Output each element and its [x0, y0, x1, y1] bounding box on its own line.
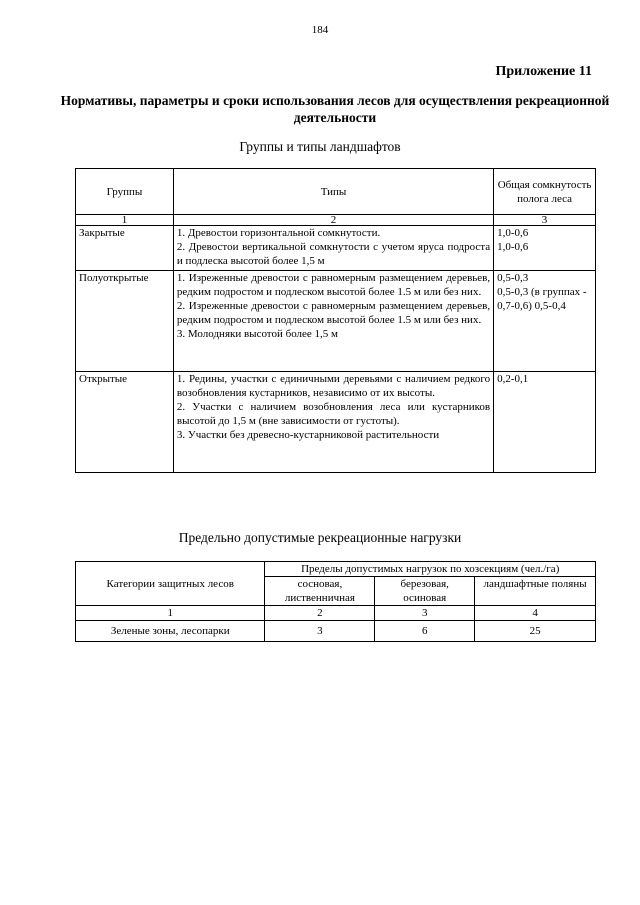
- types-cell: [173, 271, 493, 372]
- subheader-birch: березовая, осиновая: [375, 577, 475, 606]
- recreational-loads-table: [75, 561, 596, 642]
- landscape-types-table: [75, 168, 596, 473]
- document-title: Нормативы, параметры и сроки использования лесов для осуществления рекреационной деятельности: [60, 93, 610, 125]
- type-item: 1. Изреженные древостои с равномерным размещением деревьев, редким подростом и подлеском высотой более 1.5 м или без них.: [176, 272, 491, 298]
- density-cell: [494, 372, 596, 473]
- table-row: [76, 226, 596, 271]
- index-cell: 3: [375, 606, 475, 621]
- subheader-glades: ландшафтные поляны: [475, 577, 596, 606]
- header-groups: Группы: [76, 169, 174, 215]
- table1-caption: Группы и типы ландшафтов: [239, 139, 401, 154]
- table-row: [76, 372, 596, 473]
- index-cell: 1: [76, 215, 174, 226]
- header-limits: Пределы допустимых нагрузок по хозсекциям (чел./га): [265, 562, 596, 577]
- table-index-row: [76, 215, 596, 226]
- table-header-row: [76, 562, 596, 577]
- group-cell: Закрытые: [76, 226, 174, 271]
- group-cell: Открытые: [76, 372, 174, 473]
- value-cell: 3: [265, 621, 375, 642]
- density-value: 1,0-0,6: [497, 227, 529, 239]
- header-density: Общая сомкнутость полога леса: [494, 169, 596, 215]
- type-item: 2. Изреженные древостои с равномерным размещением деревьев, редким подростом и подлеском высотой более 1.5 м или без них.: [176, 300, 491, 326]
- index-cell: 3: [494, 215, 596, 226]
- types-cell: [173, 226, 493, 271]
- table-row: [76, 271, 596, 372]
- table-header-row: [76, 169, 596, 215]
- value-cell: 6: [375, 621, 475, 642]
- header-category: Категории защитных лесов: [76, 562, 265, 606]
- type-item: 2. Древостои вертикальной сомкнутости с учетом яруса подроста и подлеска высотой более 1,5 м: [176, 241, 491, 267]
- density-value: 0,2-0,1: [497, 373, 529, 385]
- table-row: [76, 621, 596, 642]
- value-cell: 25: [475, 621, 596, 642]
- group-cell: Полуоткрытые: [76, 271, 174, 372]
- type-item: 3. Участки без древесно-кустарниковой растительности: [176, 429, 440, 441]
- type-item: 1. Редины, участки с единичными деревьями с наличием редкого возобновления кустарников, независимо от их высоты.: [176, 373, 491, 399]
- category-cell: Зеленые зоны, лесопарки: [76, 621, 265, 642]
- types-cell: [173, 372, 493, 473]
- density-value: 1,0-0,6: [497, 241, 529, 253]
- density-cell: [494, 271, 596, 372]
- page-number: 184: [311, 24, 329, 36]
- table2-caption: Предельно допустимые рекреационные нагрузки: [178, 530, 462, 545]
- type-item: 3. Молодняки высотой более 1,5 м: [176, 328, 339, 340]
- density-value: 0,5-0,3 (в группах - 0,7-0,6) 0,5-0,4: [497, 286, 587, 312]
- table-index-row: [76, 606, 596, 621]
- density-cell: [494, 226, 596, 271]
- subheader-pine: сосновая, лиственничная: [265, 577, 375, 606]
- header-types: Типы: [173, 169, 493, 215]
- index-cell: 4: [475, 606, 596, 621]
- index-cell: 1: [76, 606, 265, 621]
- appendix-label: Приложение 11: [495, 64, 592, 79]
- density-value: 0,5-0,3: [497, 272, 529, 284]
- type-item: 1. Древостои горизонтальной сомкнутости.: [176, 227, 381, 239]
- type-item: 2. Участки с наличием возобновления леса или кустарников высотой до 1,5 м (вне зависимости от густоты).: [176, 401, 491, 427]
- index-cell: 2: [173, 215, 493, 226]
- index-cell: 2: [265, 606, 375, 621]
